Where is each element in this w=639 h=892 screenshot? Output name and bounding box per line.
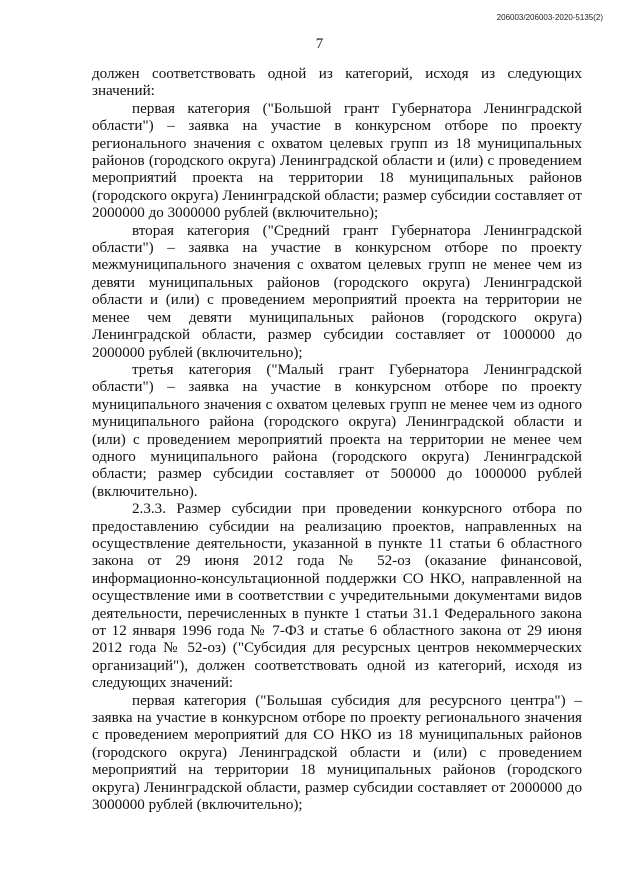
document-body xyxy=(92,66,582,814)
paragraph-category-2: вторая категория ("Средний грант Губернатора Ленинградской области") – заявка на участие в конкурсном отборе по проекту межмуниципального значения с охватом целевых групп не менее чем из девяти муниципальных районов (городского округа) Ленинградской области и (или) с проведением мероприятий проекта на территории не менее чем девяти муниципальных районов (городского округа) Ленинградской области, размер субсидии составляет от 1000000 до 2000000 рублей (включительно); xyxy=(92,222,582,361)
document-id: 206003/206003-2020-5135(2) xyxy=(496,13,603,22)
paragraph-resource-category-1: первая категория ("Большая субсидия для ресурсного центра") – заявка на участие в конкурсном отборе по проекту регионального значения с проведением мероприятий для СО НКО из 18 муниципальных районов (городского округа) Ленинградской области и (или) с проведением мероприятий на территории 18 муниципальных районов (городского округа) Ленинградской области, размер субсидии составляет от 2000000 до 3000000 рублей (включительно); xyxy=(92,692,582,814)
paragraph-section-2-3-3: 2.3.3. Размер субсидии при проведении конкурсного отбора по предоставлению субсидии на реализацию проектов, направленных на осуществление деятельности, указанной в пункте 11 статьи 6 областного закона от 29 июня 2012 года № 52-оз (оказание финансовой, информационно-консультационной поддержки СО НКО, направленной на осуществление ими в соответствии с учредительными документами видов деятельности, перечисленных в пункте 1 статьи 31.1 Федерального закона от 12 января 1996 года № 7-ФЗ и статье 6 областного закона от 29 июня 2012 года № 52-оз) ("Субсидия для ресурсных центров некоммерческих организаций"), должен соответствовать одной из категорий, исходя из следующих значений: xyxy=(92,501,582,692)
paragraph-category-1: первая категория ("Большой грант Губернатора Ленинградской области") – заявка на участие в конкурсном отборе по проекту регионального значения с охватом целевых групп из 18 муниципальных районов (городского округа) Ленинградской области и (или) с проведением мероприятий проекта на территории 18 муниципальных районов (городского округа) Ленинградской области; размер субсидии составляет от 2000000 до 3000000 рублей (включительно); xyxy=(92,100,582,222)
paragraph-category-3: третья категория ("Малый грант Губернатора Ленинградской области") – заявка на участие в конкурсном отборе по проекту муниципального значения с охватом целевых групп не менее чем из одного муниципального района (городского округа) Ленинградской области и (или) с проведением мероприятий проекта на территории не менее чем одного муниципального района (городского округа) Ленинградской области; размер субсидии составляет от 500000 до 1000000 рублей (включительно). xyxy=(92,361,582,500)
page-number: 7 xyxy=(315,36,324,52)
paragraph-continuation: должен соответствовать одной из категорий, исходя из следующих значений: xyxy=(92,66,582,100)
